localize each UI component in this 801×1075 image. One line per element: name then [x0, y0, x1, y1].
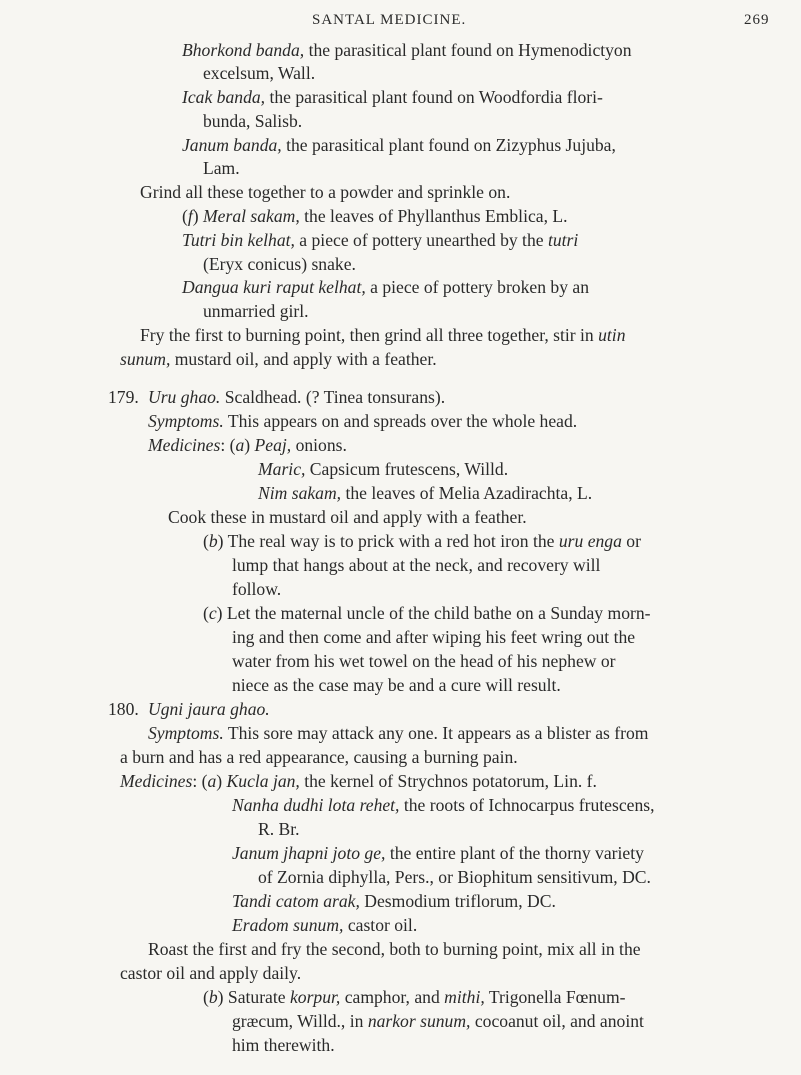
italic-term: Dangua kuri raput kelhat,: [182, 277, 366, 297]
text-span: excelsum, Wall.: [203, 63, 316, 83]
text-line: [203, 601, 651, 625]
text-span: a burn and has a red appearance, causing a burning pain.: [120, 747, 518, 767]
text-line: [182, 228, 578, 252]
italic-term: utin: [598, 325, 626, 345]
text-line: [168, 505, 527, 529]
entry-heading-180: [0, 697, 801, 721]
text-span: follow.: [232, 579, 282, 599]
text-line: [120, 961, 301, 985]
text-line: [232, 553, 600, 577]
text-span: the parasitical plant found on Zizyphus Jujuba,: [281, 135, 616, 155]
italic-term: Ugni jaura ghao.: [148, 699, 270, 719]
italic-term: Janum banda,: [182, 135, 282, 155]
italic-term: f: [187, 206, 193, 226]
text-span: This appears on and spreads over the whole head.: [223, 411, 578, 431]
text-span: : (: [192, 771, 208, 791]
italic-term: b: [208, 531, 218, 551]
text-span: ing and then come and after wiping his feet wring out the: [232, 627, 636, 647]
entry-number: 180.: [108, 699, 139, 719]
text-span: a piece of pottery unearthed by the: [294, 230, 548, 250]
text-line: [182, 38, 632, 62]
italic-term: Nanha dudhi lota rehet,: [232, 795, 400, 815]
text-line: [258, 817, 300, 841]
text-line: [182, 133, 616, 157]
text-span: the leaves of Melia Azadirachta, L.: [341, 483, 593, 503]
text-span: Roast the first and fry the second, both to burning point, mix all in the: [148, 939, 641, 959]
entry-heading-179: [0, 385, 801, 409]
entry-number: 179.: [108, 387, 139, 407]
text-line: [203, 529, 641, 553]
text-span: ) Saturate: [217, 987, 290, 1007]
italic-term: Symptoms.: [148, 723, 224, 743]
text-span: (: [203, 531, 209, 551]
italic-term: Eradom sunum,: [232, 915, 344, 935]
italic-term: tutri: [547, 230, 579, 250]
text-span: R. Br.: [258, 819, 300, 839]
running-title: SANTAL MEDICINE.: [312, 12, 467, 28]
page-number: 269: [744, 12, 770, 28]
text-span: Desmodium triflorum, DC.: [359, 891, 556, 911]
text-line: [232, 577, 281, 601]
text-span: Cook these in mustard oil and apply with a feather.: [168, 507, 527, 527]
italic-term: korpur,: [289, 987, 341, 1007]
text-line: [203, 109, 302, 133]
text-line: [120, 745, 518, 769]
italic-term: Tandi catom arak,: [232, 891, 360, 911]
text-line: [258, 457, 508, 481]
text-line: [232, 841, 644, 865]
text-span: This sore may attack any one. It appears as a blister as from: [223, 723, 649, 743]
text-span: (: [203, 987, 209, 1007]
text-line: [232, 913, 417, 937]
text-line: [148, 937, 641, 961]
italic-term: Meral sakam,: [203, 206, 300, 226]
text-line: [203, 299, 309, 323]
italic-term: a: [235, 435, 245, 455]
text-line: [232, 673, 561, 697]
text-span: or: [621, 531, 641, 551]
text-span: camphor, and: [340, 987, 445, 1007]
text-span: the leaves of Phyllanthus Emblica, L.: [299, 206, 568, 226]
italic-term: uru enga: [558, 531, 622, 551]
text-line: [148, 721, 648, 745]
text-span: castor oil and apply daily.: [120, 963, 302, 983]
text-line: [148, 409, 577, 433]
text-line: [148, 433, 347, 457]
text-line: [232, 1033, 335, 1057]
text-line: [258, 865, 651, 889]
text-span: mustard oil, and apply with a feather.: [170, 349, 437, 369]
text-line: [232, 649, 616, 673]
italic-term: Medicines: [120, 771, 193, 791]
italic-term: Nim sakam,: [258, 483, 342, 503]
text-line: [120, 769, 597, 793]
text-line: [203, 252, 356, 276]
text-span: cocoanut oil, and anoint: [470, 1011, 644, 1031]
text-span: castor oil.: [343, 915, 418, 935]
text-span: (: [203, 603, 209, 623]
text-span: lump that hangs about at the neck, and recovery will: [232, 555, 601, 575]
italic-term: a: [207, 771, 217, 791]
text-span: the entire plant of the thorny variety: [385, 843, 644, 863]
italic-term: Tutri bin kelhat,: [182, 230, 295, 250]
text-span: græcum, Willd., in: [232, 1011, 368, 1031]
text-span: ): [244, 435, 255, 455]
text-span: (Eryx conicus) snake.: [203, 254, 356, 274]
text-span: Capsicum frutescens, Willd.: [305, 459, 509, 479]
text-span: unmarried girl.: [203, 301, 309, 321]
italic-term: Medicines: [148, 435, 221, 455]
text-line: [232, 625, 635, 649]
text-line: [203, 61, 315, 85]
text-line: [203, 985, 626, 1009]
italic-term: b: [208, 987, 218, 1007]
text-line: [182, 275, 589, 299]
text-span: Lam.: [203, 158, 240, 178]
text-span: the parasitical plant found on Hymenodictyon: [304, 40, 632, 60]
italic-term: mithi,: [444, 987, 485, 1007]
text-line: [182, 204, 568, 228]
text-span: water from his wet towel on the head of his nephew or: [232, 651, 616, 671]
text-span: : (: [220, 435, 236, 455]
text-span: niece as the case may be and a cure will result.: [232, 675, 561, 695]
text-line: [232, 1009, 644, 1033]
text-span: him therewith.: [232, 1035, 335, 1055]
text-span: ) Let the maternal uncle of the child bathe on a Sunday morn-: [216, 603, 651, 623]
italic-term: c: [208, 603, 217, 623]
text-line: [203, 156, 240, 180]
text-line: [120, 347, 437, 371]
italic-term: Bhorkond banda,: [182, 40, 305, 60]
text-span: the kernel of Strychnos potatorum, Lin. f.: [299, 771, 597, 791]
text-span: the parasitical plant found on Woodfordia flori-: [265, 87, 603, 107]
text-span: (: [182, 206, 188, 226]
text-span: of Zornia diphylla, Pers., or Biophitum sensitivum, DC.: [258, 867, 651, 887]
text-line: [232, 889, 556, 913]
text-span: ): [192, 206, 204, 226]
text-span: a piece of pottery broken by an: [365, 277, 590, 297]
text-line: [182, 85, 603, 109]
italic-term: sunum,: [120, 349, 171, 369]
text-span: Trigonella Fœnum-: [484, 987, 626, 1007]
italic-term: Peaj,: [254, 435, 292, 455]
text-span: Uru ghao. Scaldhead. (? Tinea tonsurans).: [148, 387, 446, 407]
italic-term: Janum jhapni joto ge,: [232, 843, 386, 863]
text-line: [258, 481, 592, 505]
text-line: [140, 180, 510, 204]
text-span: ): [216, 771, 227, 791]
text-line: [232, 793, 655, 817]
text-line: [140, 323, 626, 347]
text-span: bunda, Salisb.: [203, 111, 303, 131]
italic-term: Icak banda,: [182, 87, 266, 107]
text-span: the roots of Ichnocarpus frutescens,: [399, 795, 655, 815]
italic-term: Kucla jan,: [226, 771, 300, 791]
text-span: onions.: [291, 435, 347, 455]
text-span: Fry the first to burning point, then grind all three together, stir in: [140, 325, 599, 345]
italic-term: Symptoms.: [148, 411, 224, 431]
text-span: Grind all these together to a powder and sprinkle on.: [140, 182, 511, 202]
italic-term: narkor sunum,: [367, 1011, 471, 1031]
text-span: ) The real way is to prick with a red hot iron the: [217, 531, 559, 551]
italic-term: Maric,: [258, 459, 306, 479]
